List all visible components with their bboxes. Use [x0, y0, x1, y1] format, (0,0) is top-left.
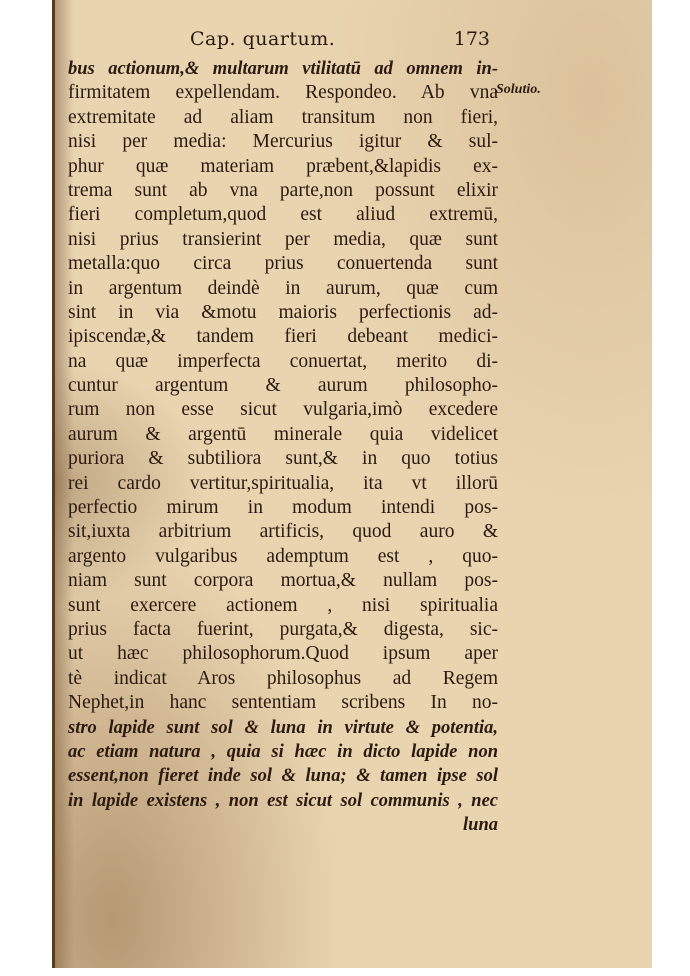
text-line: bus actionum,& multarum vtilitatū ad omnem in- [68, 59, 498, 79]
text-line: Nephet,in hanc sententiam scribens In no- [68, 692, 498, 714]
margin-note: Solutio. [496, 82, 541, 97]
text-line: puriora & subtiliora sunt,& in quo totius [68, 448, 498, 470]
text-line: cuntur argentum & aurum philosopho- [68, 375, 498, 397]
text-line: ut hæc philosophorum.Quod ipsum aper [68, 643, 498, 665]
text-line: sint in via &motu maioris perfectionis ad- [68, 301, 498, 323]
text-line: nisi prius transierint per media, quæ sunt [68, 228, 498, 250]
page-gutter-edge [52, 0, 55, 968]
text-line: phur quæ materiam præbent,&lapidis ex- [68, 155, 498, 177]
text-line: firmitatem expellendam. Respondeo. Ab vna [68, 82, 498, 104]
text-line: sit,iuxta arbitrium artificis, quod auro & [68, 521, 498, 543]
text-line: prius facta fuerint, purgata,& digesta, sic- [68, 618, 498, 640]
text-line: metalla:quo circa prius conuertenda sunt [68, 253, 498, 275]
body-text [68, 57, 498, 838]
text-line: rei cardo vertitur,spiritualia, ita vt illorū [68, 472, 498, 494]
text-line: nisi per media: Mercurius igitur & sul- [68, 131, 498, 153]
text-line: extremitate ad aliam transitum non fieri, [68, 106, 498, 128]
text-line: aurum & argentū minerale quia videlicet [68, 423, 498, 445]
text-line: perfectio mirum in modum intendi pos- [68, 497, 498, 519]
text-line: niam sunt corpora mortua,& nullam pos- [68, 570, 498, 592]
text-line: fieri completum,quod est aliud extremū, [68, 204, 498, 226]
text-line: na quæ imperfecta conuertat, merito di- [68, 350, 498, 372]
page-number: 173 [453, 28, 490, 50]
text-line: sunt exercere actionem , nisi spiritualia [68, 594, 498, 616]
text-line: ipiscendæ,& tandem fieri debeant medici- [68, 326, 498, 348]
running-head: Cap. quartum. [190, 28, 336, 50]
text-line: in lapide existens , non est sicut sol communis , nec [68, 790, 498, 811]
text-line: stro lapide sunt sol & luna in virtute & potentia, [68, 717, 498, 738]
text-line: trema sunt ab vna parte,non possunt elixir [68, 179, 498, 201]
text-line: rum non esse sicut vulgaria,imò excedere [68, 399, 498, 421]
text-line: essent,non fieret inde sol & luna; & tamen ipse sol [68, 766, 498, 787]
page-header [142, 28, 490, 58]
text-line: tè indicat Aros philosophus ad Regem [68, 667, 498, 689]
text-line: ac etiam natura , quia si hæc in dicto lapide non [68, 741, 498, 762]
text-line: luna [463, 815, 498, 836]
text-line: argento vulgaribus ademptum est , quo- [68, 545, 498, 567]
text-line: in argentum deindè in aurum, quæ cum [68, 277, 498, 299]
